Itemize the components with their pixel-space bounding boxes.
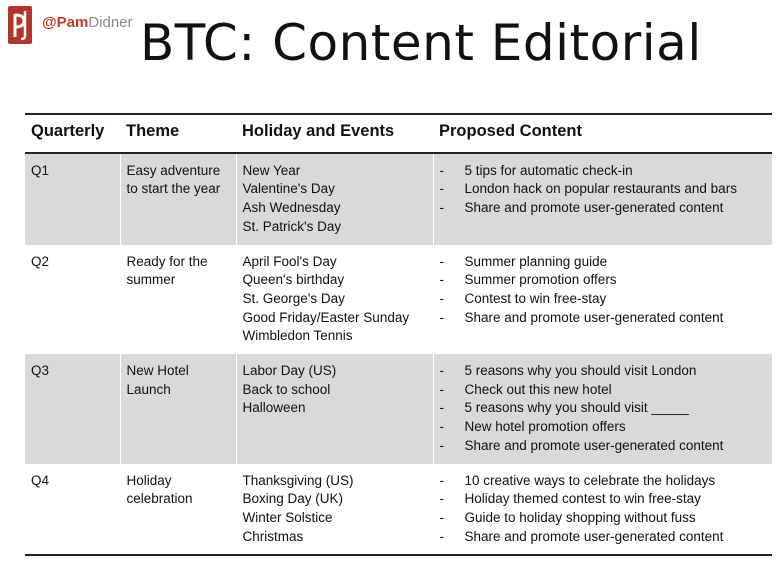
event-item: Halloween [242,400,306,416]
pd-logo-icon [8,6,32,44]
bullet-dash: - [439,162,444,178]
header-holiday-events: Holiday and Events [236,114,433,153]
content-item [440,290,767,309]
bullet-dash: - [439,381,444,397]
theme-cell [120,354,236,464]
bullet-dash: - [439,400,444,416]
quarter-cell: Q2 [31,253,50,269]
bullet-dash: - [439,309,444,325]
header-proposed-content: Proposed Content [433,114,772,153]
content-item [440,381,767,400]
content-list [440,253,767,328]
content-item [440,362,767,381]
bullet-dash: - [439,419,444,435]
event-item: Boxing Day (UK) [242,491,344,507]
theme-line: New Hotel [126,363,189,379]
bullet-dash: - [439,528,444,544]
content-item [440,180,767,199]
event-item: Ash Wednesday [242,200,341,216]
bullet-dash: - [439,181,444,197]
table-body [25,153,772,556]
content-cell [433,464,772,556]
content-text: Share and promote user-generated content [464,309,724,325]
twitter-handle [42,14,133,31]
header-quarterly: Quarterly [25,114,120,153]
content-text: 5 reasons why you should visit _____ [464,400,689,416]
event-item: New Year [242,162,301,178]
bullet-dash: - [439,472,444,488]
theme-cell [120,153,236,245]
content-item [440,472,767,491]
content-cell [433,354,772,464]
content-text: New hotel promotion offers [464,419,626,435]
theme-line: celebration [126,491,193,507]
table-row [25,354,772,464]
content-item [440,509,767,528]
content-list [440,362,767,456]
event-item: St. George's Day [242,290,345,306]
event-item: Queen's birthday [242,272,345,288]
events-cell [236,354,433,464]
content-item [440,162,767,181]
content-text: Check out this new hotel [464,381,612,397]
bullet-dash: - [439,200,444,216]
theme-line: Holiday [126,472,172,488]
content-item [440,437,767,456]
theme-cell [120,245,236,355]
content-item [440,253,767,272]
theme-cell [120,464,236,556]
table-row [25,464,772,556]
content-text: Guide to holiday shopping without fuss [464,509,696,525]
bullet-dash: - [439,290,444,306]
content-text: Share and promote user-generated content [464,528,724,544]
events-cell [236,464,433,556]
theme-line: Easy adventure [126,162,221,178]
quarter-cell: Q1 [25,153,120,245]
content-item [440,309,767,328]
content-text: Share and promote user-generated content [464,437,724,453]
event-item: Thanksgiving (US) [242,472,354,488]
content-text: 5 reasons why you should visit London [464,363,697,379]
event-item: St. Patrick's Day [242,218,342,234]
event-item: Valentine's Day [242,181,335,197]
content-text: London hack on popular restaurants and bars [464,181,737,197]
content-text: Holiday themed contest to win free-stay [464,491,701,507]
content-text: Summer promotion offers [464,272,617,288]
table-row [25,245,772,355]
content-text: 5 tips for automatic check-in [464,162,633,178]
event-item: Good Friday/Easter Sunday [242,309,410,325]
content-text: Share and promote user-generated content [464,200,724,216]
event-item: Labor Day (US) [242,363,337,379]
content-text: Summer planning guide [464,253,608,269]
theme-line: Ready for the [126,253,208,269]
event-item: Christmas [242,528,304,544]
quarter-cell: Q3 [25,354,120,464]
events-cell [236,153,433,245]
header-theme: Theme [120,114,236,153]
bullet-dash: - [439,437,444,453]
handle-at: @ [42,14,57,31]
bullet-dash: - [439,272,444,288]
event-item: Wimbledon Tennis [242,328,353,344]
content-item [440,528,767,547]
bullet-dash: - [439,363,444,379]
content-list [440,472,767,547]
content-cell [433,153,772,245]
table-header [25,114,772,153]
handle-last: Didner [88,14,133,31]
handle-first: Pam [56,14,89,31]
event-item: Back to school [242,381,331,397]
page-title: BTC: Content Editorial [140,14,702,72]
content-cell [433,245,772,355]
bullet-dash: - [439,509,444,525]
content-item [440,490,767,509]
content-list [440,162,767,218]
event-item: Winter Solstice [242,509,333,525]
bullet-dash: - [439,491,444,507]
theme-line: Launch [126,381,171,397]
content-text: Contest to win free-stay [464,290,607,306]
quarter-cell: Q4 [25,464,120,556]
content-item [440,199,767,218]
content-text: 10 creative ways to celebrate the holidays [464,472,716,488]
table-row [25,153,772,245]
content-item [440,271,767,290]
theme-line: summer [126,272,176,288]
content-item [440,399,767,418]
editorial-table [25,113,772,556]
events-cell [236,245,433,355]
content-item [440,418,767,437]
bullet-dash: - [439,253,444,269]
event-item: April Fool's Day [242,253,337,269]
theme-line: to start the year [126,181,221,197]
